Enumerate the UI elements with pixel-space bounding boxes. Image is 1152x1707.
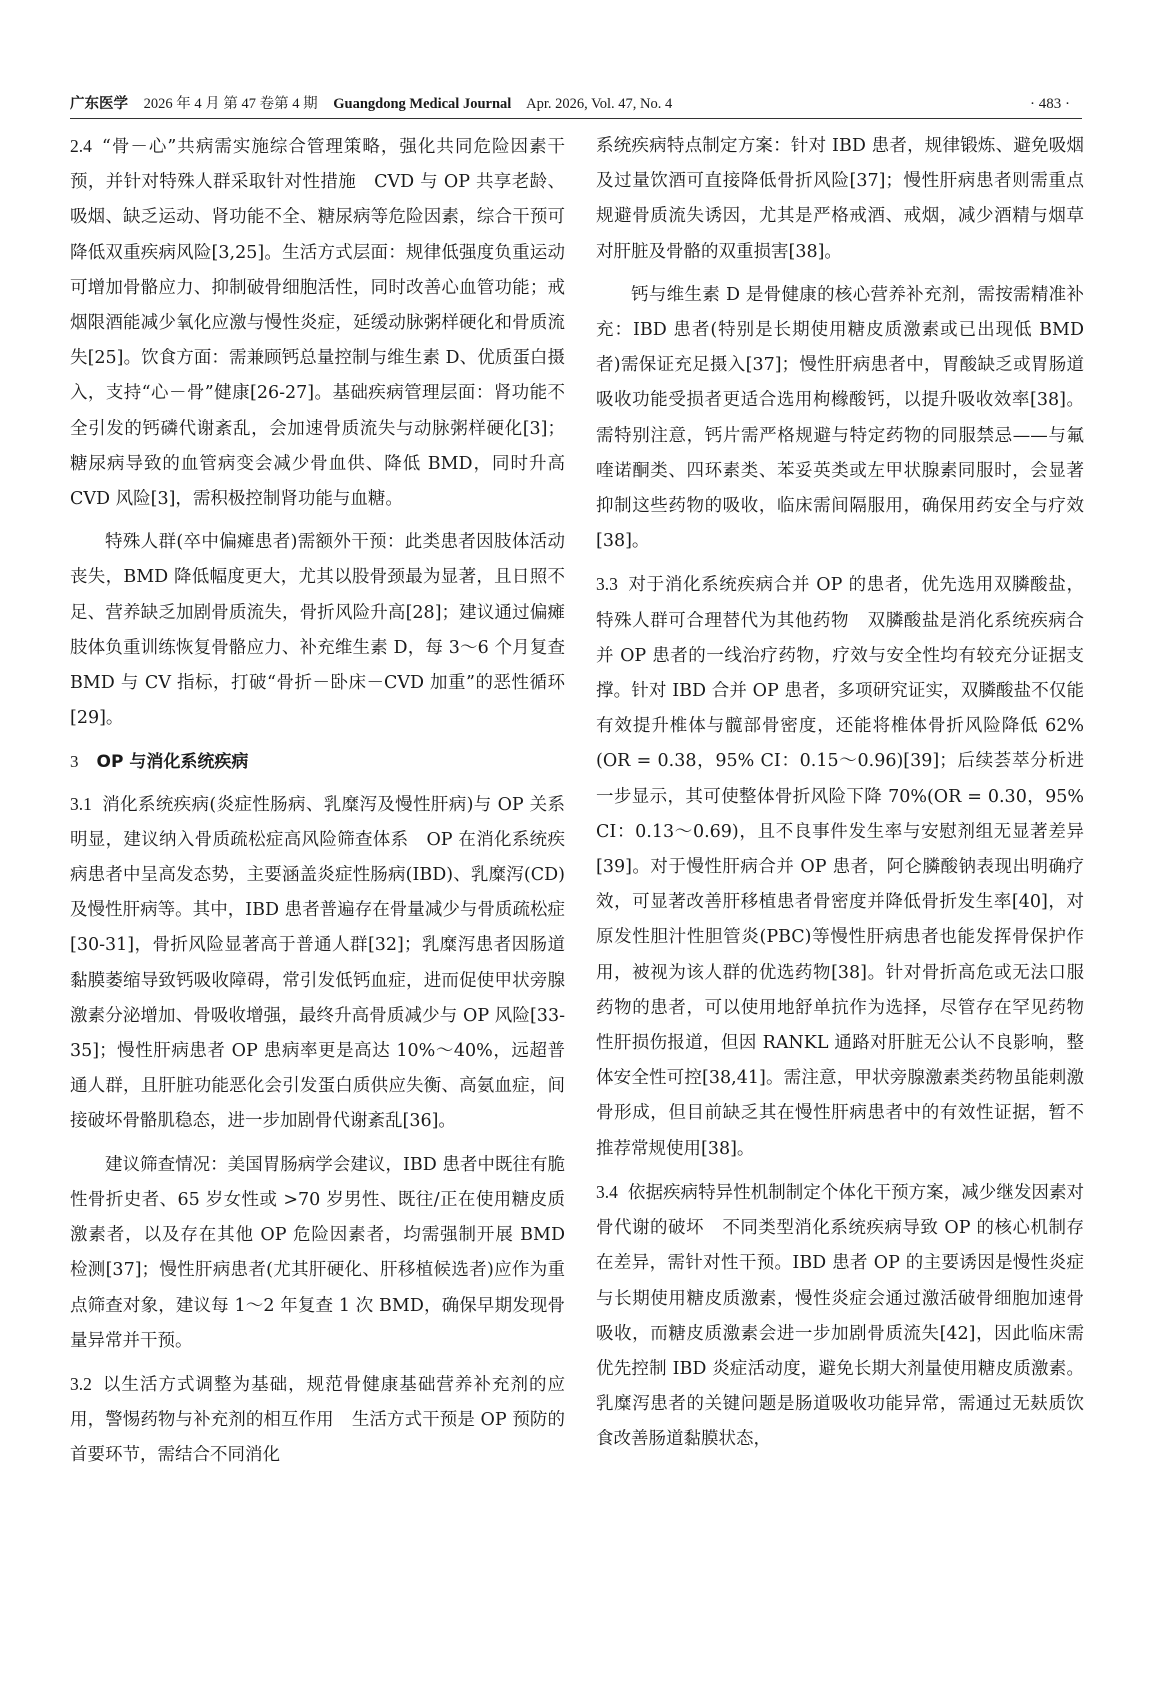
subsection-number: 3.1 <box>70 793 92 814</box>
paragraph-text: 双膦酸盐是消化系统疾病合并 OP 患者的一线治疗药物，疗效与安全性均有较充分证据支撑。针对 IBD 合并 OP 患者，多项研究证实，双膦酸盐不仅能有效提升椎体与髋部骨密度，还能将椎体骨折风险降低 62%(OR = 0.38，95% CI：0.15～0.96)[39]；后续荟萃分析进一步显示，其可使整体骨折风险下降 70%(OR = 0.30，95% CI：0.13～0.69)，且不良事件发生率与安慰剂组无显著差异[39]。对于慢性肝病合并 OP 患者，阿仑膦酸钠表现出明确疗效，可显著改善肝移植患者骨密度并降低骨折发生率[40]，对原发性胆汁性胆管炎(PBC)等慢性肝病患者也能发挥骨保护作用，被视为该人群的优选药物[38]。针对骨折高危或无法口服药物的患者，可以使用地舒单抗作为选择，尽管存在罕见药物性肝损伤报道，但因 RANKL 通路对肝脏无公认不良影响，整体安全性可控[38,41]。需注意，甲状旁腺激素类药物虽能刺激骨形成，但目前缺乏其在慢性肝病患者中的有效性证据，暂不推荐常规使用[38]。 <box>596 610 1084 1159</box>
right-column <box>596 129 1084 1689</box>
subsection-heading: 依据疾病特异性机制制定个体化干预方案，减少继发因素对骨代谢的破坏 <box>596 1182 1084 1239</box>
running-header <box>70 92 1082 118</box>
body-paragraph <box>596 1175 1084 1458</box>
paragraph-text: 建议筛查情况：美国胃肠病学会建议，IBD 患者中既往有脆性骨折史者、65 岁女性或 >70 岁男性、既往/正在使用糖皮质激素者，以及存在其他 OP 危险因素者，均需强制开展 BMD 检测[37]；慢性肝病患者(尤其肝硬化、肝移植候选者)应作为重点筛查对象，建议每 1～2 年复查 1 次 BMD，确保早期发现骨量异常并干预。 <box>70 1154 565 1351</box>
header-divider <box>70 118 1082 119</box>
body-paragraph <box>70 525 565 736</box>
page-number: · 483 · <box>1030 96 1070 112</box>
paragraph-text: 系统疾病特点制定方案：针对 IBD 患者，规律锻炼、避免吸烟及过量饮酒可直接降低骨折风险[37]；慢性肝病患者则需重点规避骨质流失诱因，尤其是严格戒酒、戒烟，减少酒精与烟草对肝脏及骨骼的双重损害[38]。 <box>596 136 1084 262</box>
paragraph-text: 特殊人群(卒中偏瘫患者)需额外干预：此类患者因肢体活动丧失，BMD 降低幅度更大，尤其以股骨颈最为显著，且日照不足、营养缺乏加剧骨质流失，骨折风险升高[28]；建议通过偏瘫肢体负重训练恢复骨骼应力、补充维生素 D，每 3～6 个月复查 BMD 与 CV 指标，打破“骨折－卧床－CVD 加重”的恶性循环[29]。 <box>70 532 565 729</box>
paragraph-text: CVD 与 OP 共享老龄、吸烟、缺乏运动、肾功能不全、糖尿病等危险因素，综合干预可降低双重疾病风险[3,25]。生活方式层面：规律低强度负重运动可增加骨骼应力、抑制破骨细胞活性，同时改善心血管功能；戒烟限酒能减少氧化应激与慢性炎症，延缓动脉粥样硬化和骨质流失[25]。饮食方面：需兼顾钙总量控制与维生素 D、优质蛋白摄入，支持“心－骨”健康[26-27]。基础疾病管理层面：肾功能不全引发的钙磷代谢紊乱，会加速骨质流失与动脉粥样硬化[3]；糖尿病导致的血管病变会减少骨血供、降低 BMD，同时升高 CVD 风险[3]，需积极控制肾功能与血糖。 <box>70 172 565 510</box>
subsection-heading: 以生活方式调整为基础，规范骨健康基础营养补充剂的应用，警惕药物与补充剂的相互作用 <box>70 1374 565 1431</box>
section-number: 3 <box>70 752 79 772</box>
paragraph-text: 生活方式干预是 OP 预防的首要环节，需结合不同消化 <box>70 1410 565 1466</box>
subsection-heading: 消化系统疾病(炎症性肠病、乳糜泻及慢性肝病)与 OP 关系明显，建议纳入骨质疏松症高风险筛查体系 <box>70 794 565 850</box>
body-paragraph <box>596 129 1084 270</box>
subsection-number: 3.4 <box>596 1181 618 1202</box>
body-paragraph <box>70 129 565 517</box>
paragraph-text: 不同类型消化系统疾病导致 OP 的核心机制存在差异，需针对性干预。IBD 患者 OP 的主要诱因是慢性炎症与长期使用糖皮质激素，慢性炎症会通过激活破骨细胞加速骨吸收，而糖皮质激素会进一步加剧骨质流失[42]，因此临床需优先控制 IBD 炎症活动度，避免长期大剂量使用糖皮质激素。乳糜泻患者的关键问题是肠道吸收功能异常，需通过无麸质饮食改善肠道黏膜状态， <box>596 1218 1084 1450</box>
body-paragraph <box>596 278 1084 560</box>
paragraph-text: 钙与维生素 D 是骨健康的核心营养补充剂，需按需精准补充：IBD 患者(特别是长期使用糖皮质激素或已出现低 BMD 者)需保证充足摄入[37]；慢性肝病患者中，胃酸缺乏或胃肠道吸收功能受损者更适合选用枸橼酸钙，以提升吸收效率[38]。需特别注意，钙片需严格规避与特定药物的同服禁忌——与氟喹诺酮类、四环素类、苯妥英类或左甲状腺素同服时，会显著抑制这些药物的吸收，临床需间隔服用，确保用药安全与疗效[38]。 <box>596 284 1084 552</box>
section-title: OP 与消化系统疾病 <box>96 752 249 773</box>
body-paragraph <box>70 787 565 1140</box>
left-column <box>70 129 565 1689</box>
subsection-number: 3.2 <box>70 1373 92 1394</box>
body-paragraph <box>596 567 1084 1166</box>
subsection-heading: “骨－心”共病需实施综合管理策略，强化共同危险因素干预，并针对特殊人群采取针对性措施 <box>70 137 565 193</box>
issue-info-en: Apr. 2026, Vol. 47, No. 4 <box>526 96 673 112</box>
section-heading <box>70 744 565 780</box>
subsection-number: 3.3 <box>596 574 618 595</box>
journal-name-en: Guangdong Medical Journal <box>333 96 512 112</box>
body-paragraph <box>70 1367 565 1474</box>
subsection-number: 2.4 <box>70 136 92 156</box>
paragraph-text: OP 在消化系统疾病患者中呈高发态势，主要涵盖炎症性肠病(IBD)、乳糜泻(CD)及慢性肝病等。其中，IBD 患者普遍存在骨量减少与骨质疏松症[30-31]，骨折风险显著高于普通人群[32]；乳糜泻患者因肠道黏膜萎缩导致钙吸收障碍，常引发低钙血症，进而促使甲状旁腺激素分泌增加、骨吸收增强，最终升高骨质减少与 OP 风险[33-35]；慢性肝病患者 OP 患病率更是高达 10%～40%，远超普通人群，且肝脏功能恶化会引发蛋白质供应失衡、高氨血症，间接破坏骨骼肌稳态，进一步加剧骨代谢紊乱[36]。 <box>70 829 565 1132</box>
body-paragraph <box>70 1148 565 1359</box>
journal-name-cn: 广东医学 <box>70 96 128 112</box>
subsection-heading: 对于消化系统疾病合并 OP 的患者，优先选用双膦酸盐，特殊人群可合理替代为其他药物 <box>596 575 1084 631</box>
issue-info-cn: 2026 年 4 月 第 47 卷第 4 期 <box>143 96 318 112</box>
